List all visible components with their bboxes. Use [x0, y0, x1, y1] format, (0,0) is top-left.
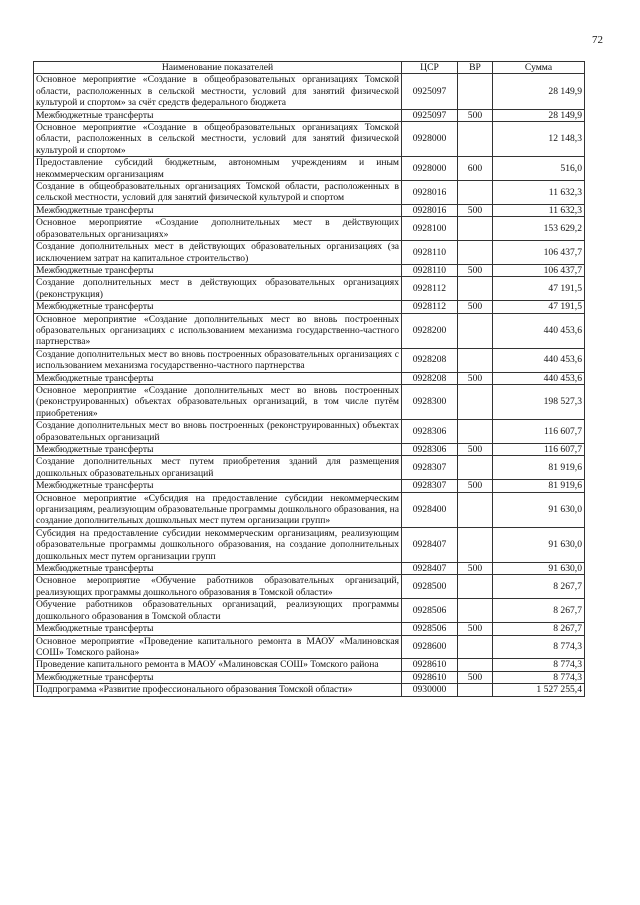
cell-sum: 11 632,3: [493, 181, 585, 205]
cell-csr: 0925097: [402, 109, 458, 121]
cell-sum: 153 629,2: [493, 217, 585, 241]
cell-csr: 0928500: [402, 575, 458, 599]
table-row: [34, 599, 585, 623]
cell-vr: 600: [458, 157, 493, 181]
table-row: [34, 575, 585, 599]
table-row: [34, 122, 585, 157]
cell-name: Создание дополнительных мест в действующих образовательных организациях (реконструкция): [34, 277, 402, 301]
cell-vr: [458, 659, 493, 671]
cell-name: Межбюджетные трансферты: [34, 264, 402, 276]
cell-name: Основное мероприятие «Создание дополнительных мест в действующих образовательных организациях»: [34, 217, 402, 241]
cell-vr: [458, 241, 493, 265]
cell-sum: 8 774,3: [493, 671, 585, 683]
cell-csr: 0930000: [402, 684, 458, 696]
cell-name: Межбюджетные трансферты: [34, 301, 402, 313]
budget-table: [33, 61, 585, 697]
cell-vr: [458, 599, 493, 623]
table-row: [34, 420, 585, 444]
cell-csr: 0928400: [402, 492, 458, 527]
cell-sum: 198 527,3: [493, 384, 585, 419]
cell-name: Основное мероприятие «Проведение капитального ремонта в МАОУ «Малиновская СОШ» Томского района»: [34, 635, 402, 659]
cell-name: Межбюджетные трансферты: [34, 204, 402, 216]
header-sum: Сумма: [493, 62, 585, 74]
cell-name: Основное мероприятие «Создание в общеобразовательных организациях Томской области, расположенных в сельской местности, условий для занятий физической культурой и спортом» за счёт средств федерального бюджета: [34, 74, 402, 109]
cell-csr: 0928506: [402, 599, 458, 623]
cell-vr: [458, 492, 493, 527]
cell-name: Создание дополнительных мест в действующих образовательных организациях (за исключением затрат на капитальное строительство): [34, 241, 402, 265]
cell-name: Создание дополнительных мест путем приобретения зданий для размещения дошкольных образовательных организаций: [34, 456, 402, 480]
table-row: [34, 444, 585, 456]
cell-csr: 0928306: [402, 444, 458, 456]
cell-vr: 500: [458, 671, 493, 683]
cell-sum: 81 919,6: [493, 480, 585, 492]
cell-name: Основное мероприятие «Создание дополнительных мест во вновь построенных (реконструированных) объектах образовательных организаций, в том числе путём приобретения»: [34, 384, 402, 419]
cell-sum: 91 630,0: [493, 563, 585, 575]
table-header-row: [34, 62, 585, 74]
table-row: [34, 277, 585, 301]
cell-vr: 500: [458, 623, 493, 635]
cell-sum: 8 267,7: [493, 575, 585, 599]
cell-name: Обучение работников образовательных организаций, реализующих программы дошкольного образования в Томской области: [34, 599, 402, 623]
cell-vr: [458, 348, 493, 372]
cell-csr: 0925097: [402, 74, 458, 109]
cell-name: Межбюджетные трансферты: [34, 563, 402, 575]
cell-csr: 0928000: [402, 122, 458, 157]
table-row: [34, 372, 585, 384]
cell-vr: 500: [458, 301, 493, 313]
cell-sum: 440 453,6: [493, 313, 585, 348]
cell-csr: 0928208: [402, 372, 458, 384]
cell-name: Межбюджетные трансферты: [34, 444, 402, 456]
cell-sum: 440 453,6: [493, 348, 585, 372]
table-row: [34, 181, 585, 205]
cell-csr: 0928300: [402, 384, 458, 419]
header-name: Наименование показателей: [34, 62, 402, 74]
cell-csr: 0928016: [402, 181, 458, 205]
cell-sum: 516,0: [493, 157, 585, 181]
header-vr: ВР: [458, 62, 493, 74]
page-number: 72: [592, 34, 603, 46]
cell-csr: 0928610: [402, 671, 458, 683]
cell-csr: 0928610: [402, 659, 458, 671]
cell-csr: 0928112: [402, 277, 458, 301]
cell-sum: 8 774,3: [493, 659, 585, 671]
cell-csr: 0928407: [402, 563, 458, 575]
cell-sum: 440 453,6: [493, 372, 585, 384]
cell-name: Межбюджетные трансферты: [34, 372, 402, 384]
cell-name: Межбюджетные трансферты: [34, 623, 402, 635]
cell-csr: 0928110: [402, 264, 458, 276]
table-row: [34, 492, 585, 527]
cell-sum: 91 630,0: [493, 492, 585, 527]
cell-vr: [458, 181, 493, 205]
cell-name: Основное мероприятие «Обучение работников образовательных организаций, реализующих программы дошкольного образования в Томской области»: [34, 575, 402, 599]
cell-csr: 0928407: [402, 527, 458, 562]
cell-sum: 81 919,6: [493, 456, 585, 480]
cell-sum: 8 267,7: [493, 623, 585, 635]
cell-vr: [458, 217, 493, 241]
cell-sum: 28 149,9: [493, 109, 585, 121]
cell-vr: 500: [458, 372, 493, 384]
table-row: [34, 635, 585, 659]
table-row: [34, 157, 585, 181]
cell-sum: 106 437,7: [493, 264, 585, 276]
cell-name: Межбюджетные трансферты: [34, 109, 402, 121]
table-row: [34, 527, 585, 562]
cell-name: Основное мероприятие «Субсидия на предоставление субсидии некоммерческим организациям, реализующим образовательные программы дошкольного образования, на создание дополнительных дошкольных мест путем организации групп»: [34, 492, 402, 527]
cell-vr: 500: [458, 563, 493, 575]
cell-csr: 0928112: [402, 301, 458, 313]
cell-csr: 0928000: [402, 157, 458, 181]
cell-sum: 91 630,0: [493, 527, 585, 562]
cell-csr: 0928208: [402, 348, 458, 372]
cell-vr: [458, 456, 493, 480]
cell-sum: 116 607,7: [493, 420, 585, 444]
table-row: [34, 659, 585, 671]
table-row: [34, 456, 585, 480]
cell-csr: 0928016: [402, 204, 458, 216]
cell-sum: 11 632,3: [493, 204, 585, 216]
table-row: [34, 204, 585, 216]
table-row: [34, 109, 585, 121]
table-row: [34, 384, 585, 419]
table-body: [34, 74, 585, 696]
cell-name: Субсидия на предоставление субсидии некоммерческим организациям, реализующим образовательные программы дошкольного образования, на создание дополнительных дошкольных мест путем организации групп: [34, 527, 402, 562]
cell-name: Создание в общеобразовательных организациях Томской области, расположенных в сельской местности, условий для занятий физической культурой и спортом: [34, 181, 402, 205]
table-row: [34, 480, 585, 492]
cell-vr: 500: [458, 480, 493, 492]
cell-sum: 1 527 255,4: [493, 684, 585, 696]
cell-name: Основное мероприятие «Создание дополнительных мест во вновь построенных образовательных организациях с использованием механизма государственно-частного партнерства»: [34, 313, 402, 348]
cell-vr: 500: [458, 204, 493, 216]
table-row: [34, 301, 585, 313]
cell-vr: [458, 575, 493, 599]
cell-sum: 8 267,7: [493, 599, 585, 623]
cell-csr: 0928307: [402, 480, 458, 492]
cell-vr: [458, 74, 493, 109]
table-row: [34, 313, 585, 348]
cell-name: Подпрограмма «Развитие профессионального образования Томской области»: [34, 684, 402, 696]
cell-csr: 0928600: [402, 635, 458, 659]
table-row: [34, 264, 585, 276]
header-csr: ЦСР: [402, 62, 458, 74]
cell-csr: 0928307: [402, 456, 458, 480]
cell-vr: 500: [458, 109, 493, 121]
cell-name: Межбюджетные трансферты: [34, 480, 402, 492]
cell-vr: [458, 684, 493, 696]
table-row: [34, 563, 585, 575]
table-row: [34, 684, 585, 696]
cell-vr: [458, 313, 493, 348]
cell-name: Предоставление субсидий бюджетным, автономным учреждениям и иным некоммерческим организациям: [34, 157, 402, 181]
cell-vr: [458, 635, 493, 659]
cell-sum: 47 191,5: [493, 301, 585, 313]
cell-vr: [458, 277, 493, 301]
cell-name: Межбюджетные трансферты: [34, 671, 402, 683]
cell-sum: 28 149,9: [493, 74, 585, 109]
cell-name: Создание дополнительных мест во вновь построенных (реконструированных) объектах образовательных организаций: [34, 420, 402, 444]
cell-vr: [458, 384, 493, 419]
cell-sum: 106 437,7: [493, 241, 585, 265]
table-row: [34, 74, 585, 109]
cell-csr: 0928200: [402, 313, 458, 348]
table-row: [34, 671, 585, 683]
cell-name: Основное мероприятие «Создание в общеобразовательных организациях Томской области, расположенных в сельской местности, условий для занятий физической культурой и спортом»: [34, 122, 402, 157]
cell-name: Создание дополнительных мест во вновь построенных образовательных организациях с использованием механизма государственно-частного партнерства: [34, 348, 402, 372]
cell-sum: 8 774,3: [493, 635, 585, 659]
cell-vr: [458, 122, 493, 157]
cell-vr: [458, 420, 493, 444]
cell-sum: 47 191,5: [493, 277, 585, 301]
cell-sum: 116 607,7: [493, 444, 585, 456]
cell-csr: 0928110: [402, 241, 458, 265]
cell-name: Проведение капитального ремонта в МАОУ «Малиновская СОШ» Томского района: [34, 659, 402, 671]
cell-sum: 12 148,3: [493, 122, 585, 157]
table-row: [34, 348, 585, 372]
cell-csr: 0928306: [402, 420, 458, 444]
cell-csr: 0928506: [402, 623, 458, 635]
cell-vr: 500: [458, 444, 493, 456]
table-row: [34, 623, 585, 635]
cell-vr: [458, 527, 493, 562]
cell-vr: 500: [458, 264, 493, 276]
cell-csr: 0928100: [402, 217, 458, 241]
table-row: [34, 217, 585, 241]
table-row: [34, 241, 585, 265]
